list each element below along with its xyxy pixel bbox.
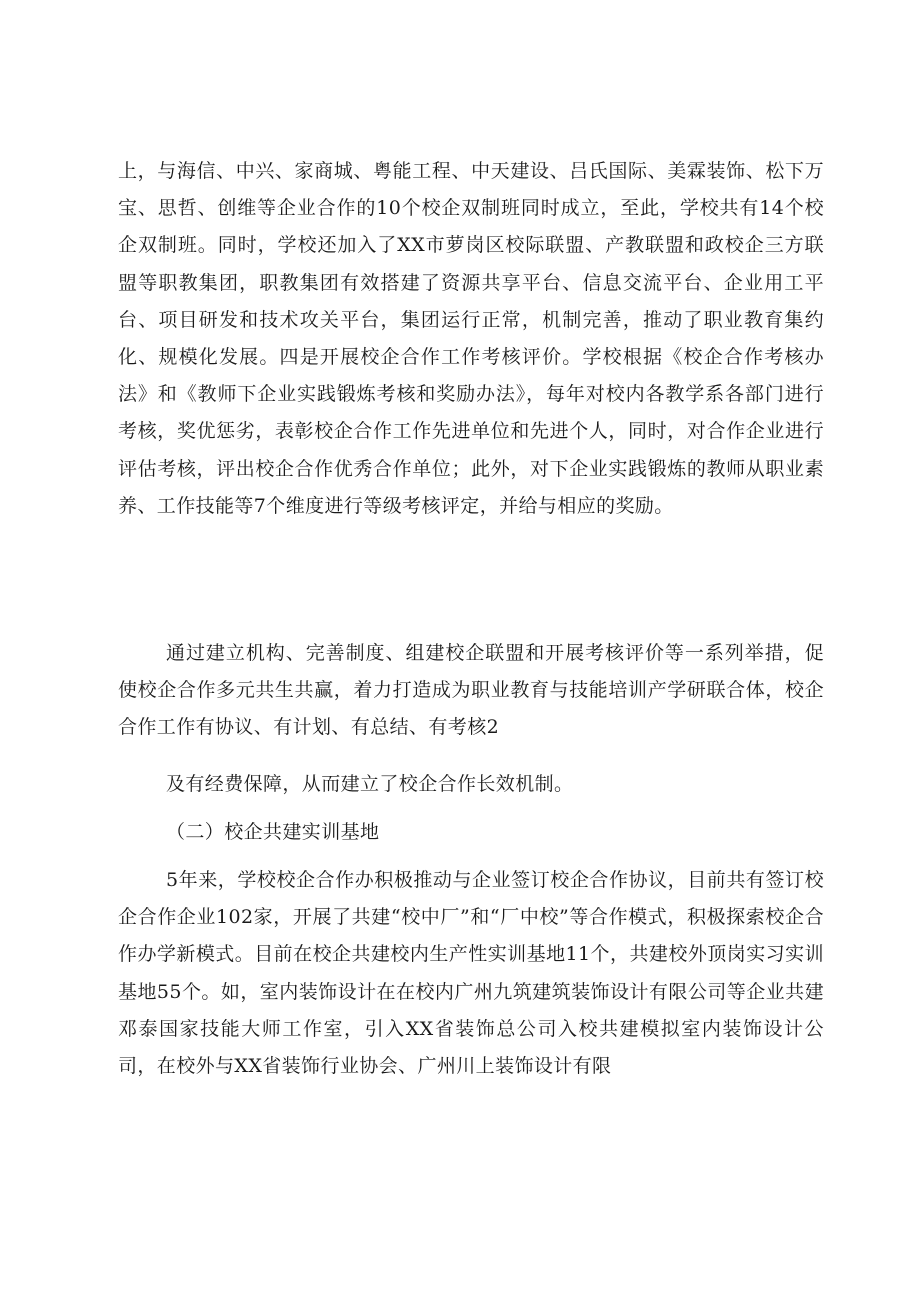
paragraph-2-text: 通过建立机构、完善制度、组建校企联盟和开展考核评价等一系列举措，促使校企合作多元共生共赢，着力打造成为职业教育与技能培训产学研联合体，校企合作工作有协议、有计划、有总结、有考核2 xyxy=(118,642,824,739)
paragraph-4-text: 5年来，学校校企合作办积极推动与企业签订校企合作协议，目前共有签订校企合作企业102家，开展了共建“校中厂”和“厂中校”等合作模式，积极探索校企合作办学新模式。目前在校企共建校内生产性实训基地11个，共建校外顶岗实习实训基地55个。如，室内装饰设计在在校内广州九筑建筑装饰设计有限公司等企业共建邓泰国家技能大师工作室，引入XX省装饰总公司入校共建模拟室内装饰设计公司，在校外与XX省装饰行业协会、广州川上装饰设计有限 xyxy=(118,869,824,1078)
section-heading-text: （二）校企共建实训基地 xyxy=(166,821,380,843)
paragraph-1-text: 上，与海信、中兴、家商城、粤能工程、中天建设、吕氏国际、美霖装饰、松下万宝、思哲、创维等企业合作的10个校企双制班同时成立，至此，学校共有14个校企双制班。同时，学校还加入了XX市萝岗区校际联盟、产教联盟和政校企三方联盟等职教集团，职教集团有效搭建了资源共享平台、信息交流平台、企业用工平台、项目研发和技术攻关平台，集团运行正常，机制完善，推动了职业教育集约化、规模化发展。四是开展校企合作工作考核评价。学校根据《校企合作考核办法》和《教师下企业实践锻炼考核和奖励办法》，每年对校内各教学系各部门进行考核，奖优惩劣，表彰校企合作工作先进单位和先进个人，同时，对合作企业进行评估考核，评出校企合作优秀合作单位；此外，对下企业实践锻炼的教师从职业素养、工作技能等7个维度进行等级考核评定，并给与相应的奖励。 xyxy=(118,160,824,517)
section-heading xyxy=(118,814,824,851)
paragraph-funding xyxy=(118,766,824,803)
paragraph-3-text: 及有经费保障，从而建立了校企合作长效机制。 xyxy=(166,773,574,795)
paragraph-training-bases xyxy=(118,862,824,1085)
paragraph-mechanism xyxy=(118,635,824,747)
paragraph-cooperation-classes xyxy=(118,153,824,525)
